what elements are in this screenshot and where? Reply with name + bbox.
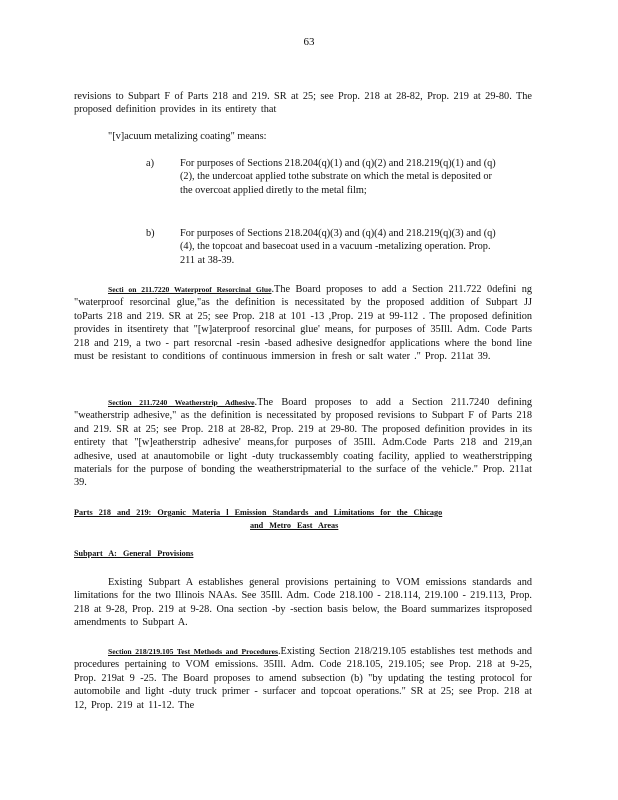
paragraph-vacuum-intro: revisions to Subpart F of Parts 218 and 219. SR at 25; see Prop. 218 at 28-82, Prop. 219 at 29-80. The proposed definition provides in its entirety that xyxy=(74,91,532,116)
section-211-7220 xyxy=(74,283,532,363)
section-heading-7240: Section 211.7240 Weatherstrip Adhesive xyxy=(108,398,255,407)
list-item-a xyxy=(146,157,506,213)
section-218-219-105 xyxy=(74,645,532,712)
section-211-7240 xyxy=(74,396,532,490)
parts-heading-line2: and Metro East Areas xyxy=(250,521,339,530)
paragraph-subpart-a: Existing Subpart A establishes general provisions pertaining to VOM emissions standards and limitations for the two Illinois NAAs. See 35Ill. Adm. Code 218.100 - 218.114, 219.100 - 219.113, Prop. 218 at 9-28, Prop. 219 at 9-28. Ona section -by -section basis below, the Board summarizes itsproposed amendments to Subpart A. xyxy=(74,577,532,629)
list-item-label: a) xyxy=(146,158,154,169)
section-text-7240: .The Board proposes to add a Section 211.7240 defining "weatherstrip adhesive," as the definition is necessitated by proposed revisions to Subpart F of Parts 218 and 219. SR at 25; see Prop. 218 at 28-82, Prop. 219 at 29-80. The proposed definition provides in its entirety that "[w]eatherstrip adhesive' means,for purposes of 35Ill. Adm.Code Parts 218 and 219,an adhesive, used at anautomobile or light -duty truckassembly coating facility, applied to weatherstripping materials for the purpose of bonding the weatherstripmaterial to the surface of the vehicle." Prop. 211at 39. xyxy=(74,397,533,489)
list-item-text: For purposes of Sections 218.204(q)(3) and (q)(4) and 218.219(q)(3) and (q)(4), the topcoat and basecoat used in a vacuum -metalizing operation. Prop. 211 at 38-39. xyxy=(180,228,496,266)
list-item-label: b) xyxy=(146,228,155,239)
section-text-105: .Existing Section 218/219.105 establishes test methods and procedures pertaining to VOM emissions. 35Ill. Adm. Code 218.105, 219.105; see Prop. 218 at 9-25, Prop. 219at 9 -25. The Board proposes to amend subsection (b) "by updating the testing protocol for automobile and light -duty truck primer - surfacer and topcoat operations." SR at 25; see Prop. 218 at 12, Prop. 219 at 11-12. The xyxy=(74,646,532,711)
list-item-b xyxy=(146,227,506,269)
section-heading-7220: Secti on 211.7220 Waterproof Resorcinal Glue xyxy=(108,285,272,294)
section-heading-105: Section 218/219.105 Test Methods and Procedures xyxy=(108,647,278,656)
list-item-text: For purposes of Sections 218.204(q)(1) and (q)(2) and 218.219(q)(1) and (q)(2), the undercoat applied tothe substrate on which the metal is deposited or the overcoat applied diretly to the metal film; xyxy=(180,158,496,196)
section-text-7220: .The Board proposes to add a Section 211.722 0defini ng "waterproof resorcinal glue,"as the definition is necessitated by the proposed addition of Subpart JJ toParts 218 and 219. SR at 25; see Prop. 218 at 101 -13 ,Prop. 219 at 99-112 . The proposed definition provides in itsentirety that "[w]aterproof resorcinal glue' means, for purposes of 35Ill. Adm. Code Parts 218 and 219, a two - part resorcnal -resin -based adhesive designedfor applications where the bond line must be resistant to conditions of continuous immersion in fresh or salt water ." Prop. 211at 39. xyxy=(74,284,532,363)
page-number: 63 xyxy=(303,36,315,48)
quote-vacuum-metalizing: "[v]acuum metalizing coating" means: xyxy=(108,131,267,142)
subpart-a-heading: Subpart A: General Provisions xyxy=(74,549,194,558)
parts-heading-line1: Parts 218 and 219: Organic Materia l Emission Standards and Limitations for the Chicago xyxy=(74,508,443,517)
